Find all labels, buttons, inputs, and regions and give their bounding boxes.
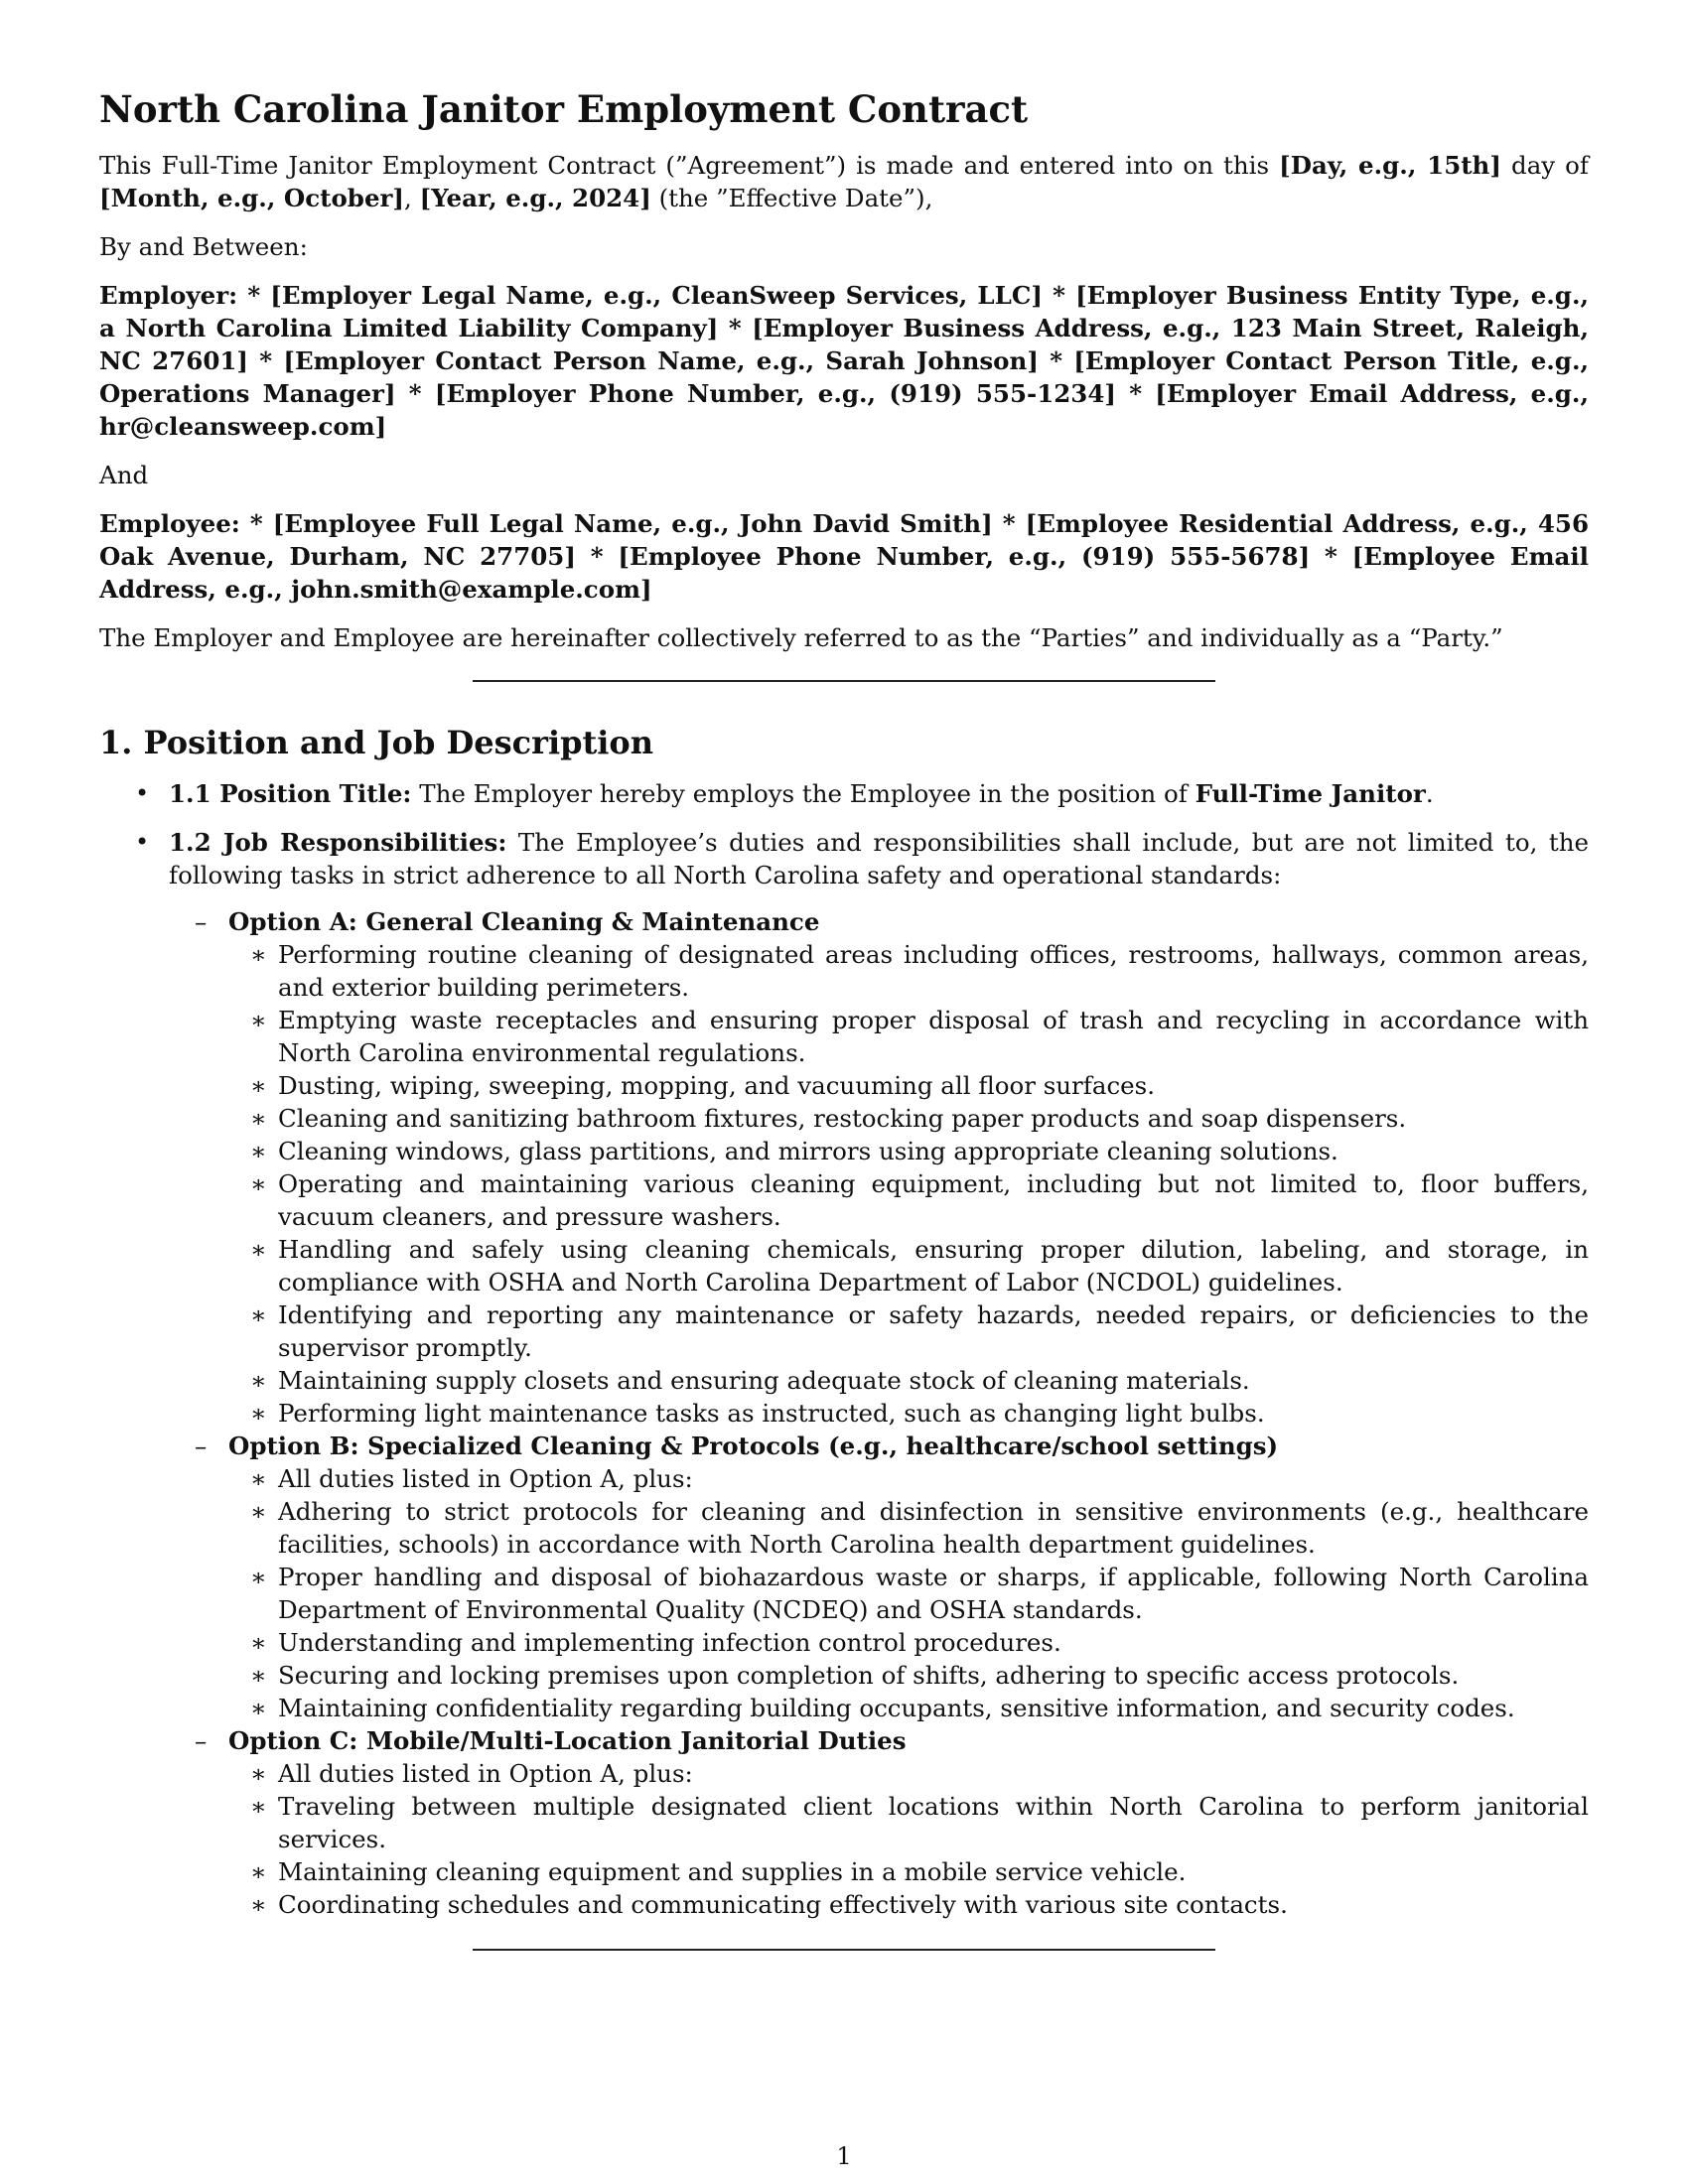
intro-text-1: This Full-Time Janitor Employment Contract (”Agreement”) is made and entered into on this [99,151,1280,180]
by-and-between: By and Between: [99,232,308,261]
options-list [169,905,1589,1921]
list-item: ∗ Maintaining cleaning equipment and supplies in a mobile service vehicle. [228,1855,1589,1888]
position-title-label: 1.1 Position Title: [169,779,412,808]
employee-block [99,507,1589,606]
year-placeholder: [Year, e.g., 2024] [419,184,651,212]
employer-label: Employer: [99,281,238,310]
document-page [99,85,1589,1951]
position-title-text: The Employer hereby employs the Employee in the position of [411,779,1196,808]
job-responsibilities-text: The Employee’s duties and responsibilities shall include, but are not limited to, the following tasks in strict adherence to all North Carolina safety and operational standards: [169,828,1589,889]
intro-text-3: , [404,184,420,212]
employee-details: * [Employee Full Legal Name, e.g., John David Smith] * [Employee Residential Address, e.g., 456 Oak Avenue, Durham, NC 27705] * [Employee Phone Number, e.g., (919) 555-5678] * [Employee Email Address, e.g., john.smith@example.com] [99,509,1589,604]
list-item: ∗ Adhering to strict protocols for cleaning and disinfection in sensitive environments (e.g., healthcare facilities, schools) in accordance with North Carolina health department guidelines. [228,1495,1589,1561]
employer-block [99,279,1589,443]
section-heading: 1. Position and Job Description [99,724,654,761]
list-item: ∗ Operating and maintaining various cleaning equipment, including but not limited to, floor buffers, vacuum cleaners, and pressure washers. [228,1167,1589,1233]
option-b-duties [228,1462,1589,1724]
option-a-duties [228,938,1589,1430]
list-item: ∗ Securing and locking premises upon completion of shifts, adhering to specific access protocols. [228,1659,1589,1692]
employee-label: Employee: [99,509,240,538]
list-item: ∗ All duties listed in Option A, plus: [228,1462,1589,1495]
job-responsibilities-label: 1.2 Job Responsibilities: [169,828,507,857]
list-item: ∗ Identifying and reporting any maintenance or safety hazards, needed repairs, or deficiencies to the supervisor promptly. [228,1298,1589,1364]
option-title: Option C: Mobile/Multi-Location Janitorial Duties [228,1726,907,1755]
position-title-end: . [1425,779,1434,808]
list-item: ∗ Cleaning and sanitizing bathroom fixtures, restocking paper products and soap dispensers. [228,1102,1589,1135]
horizontal-rule [473,1949,1215,1951]
list-item: ∗ Performing light maintenance tasks as instructed, such as changing light bulbs. [228,1397,1589,1430]
position-name: Full-Time Janitor [1195,779,1426,808]
list-item: ∗ Emptying waste receptacles and ensuring proper disposal of trash and recycling in accordance with North Carolina environmental regulations. [228,1004,1589,1069]
job-responsibilities-item [99,826,1589,1921]
list-item: ∗ Maintaining supply closets and ensuring adequate stock of cleaning materials. [228,1364,1589,1397]
option-c-duties [228,1757,1589,1921]
list-item: ∗ All duties listed in Option A, plus: [228,1757,1589,1790]
month-placeholder: [Month, e.g., October] [99,184,405,212]
list-item: ∗ Coordinating schedules and communicating effectively with various site contacts. [228,1888,1589,1921]
option-title: Option A: General Cleaning & Maintenance [228,907,820,936]
list-item: ∗ Performing routine cleaning of designated areas including offices, restrooms, hallways, common areas, and exterior building perimeters. [228,938,1589,1004]
intro-text-4: (the ”Effective Date”), [650,184,933,212]
parties-paragraph: The Employer and Employee are hereinafter collectively referred to as the “Parties” and individually as a “Party.” [99,623,1503,652]
option-a [169,905,1589,1430]
option-title: Option B: Specialized Cleaning & Protocols (e.g., healthcare/school settings) [228,1432,1279,1460]
list-item: ∗ Handling and safely using cleaning chemicals, ensuring proper dilution, labeling, and storage, in compliance with OSHA and North Carolina Department of Labor (NCDOL) guidelines. [228,1233,1589,1298]
section-list [99,777,1589,1921]
intro-paragraph [99,149,1589,214]
option-b [169,1430,1589,1724]
employer-details: * [Employer Legal Name, e.g., CleanSweep Services, LLC] * [Employer Business Entity Type, e.g., a North Carolina Limited Liability Company] * [Employer Business Address, e.g., 123 Main Street, Raleigh, NC 27601] * [Employer Contact Person Name, e.g., Sarah Johnson] * [Employer Contact Person Title, e.g., Operations Manager] * [Employer Phone Number, e.g., (919) 555-1234] * [Employer Email Address, e.g., hr@cleansweep.com] [99,281,1589,441]
intro-text-2: day of [1500,151,1589,180]
list-item: ∗ Understanding and implementing infection control procedures. [228,1626,1589,1659]
option-c [169,1724,1589,1921]
document-title: North Carolina Janitor Employment Contract [99,87,1029,131]
and-text: And [99,461,149,489]
list-item: ∗ Maintaining confidentiality regarding building occupants, sensitive information, and security codes. [228,1692,1589,1724]
position-title-item [99,777,1589,810]
list-item: ∗ Dusting, wiping, sweeping, mopping, and vacuuming all floor surfaces. [228,1069,1589,1102]
list-item: ∗ Traveling between multiple designated client locations within North Carolina to perform janitorial services. [228,1790,1589,1855]
list-item: ∗ Cleaning windows, glass partitions, and mirrors using appropriate cleaning solutions. [228,1135,1589,1167]
list-item: ∗ Proper handling and disposal of biohazardous waste or sharps, if applicable, following North Carolina Department of Environmental Quality (NCDEQ) and OSHA standards. [228,1561,1589,1626]
page-number: 1 [836,2142,852,2170]
day-placeholder: [Day, e.g., 15th] [1279,151,1501,180]
horizontal-rule [473,680,1215,682]
